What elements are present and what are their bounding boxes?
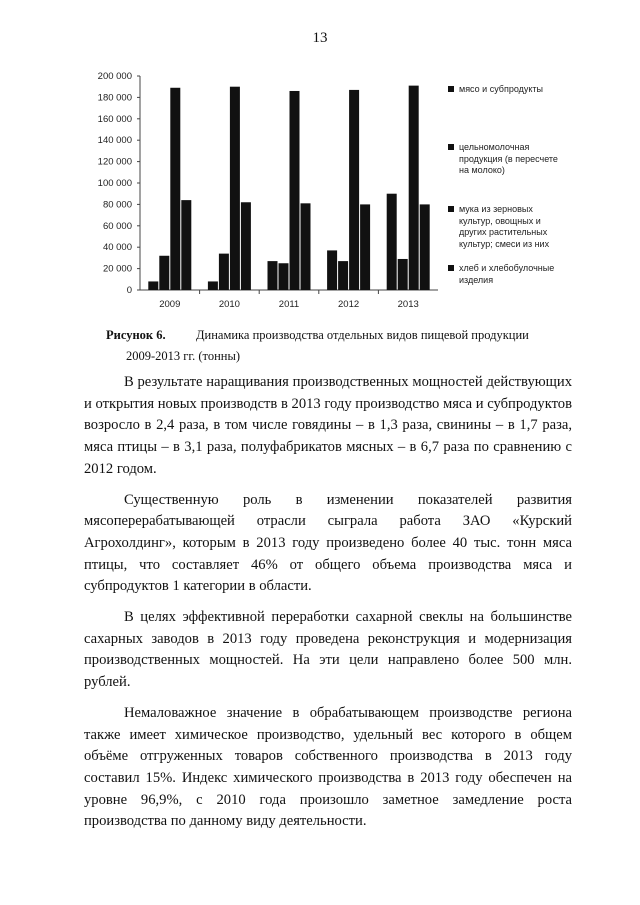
body-text [84, 372, 572, 842]
x-tick-label: 2012 [338, 299, 360, 310]
legend-label: мука из зерновых культур, овощных и других растительных культур; смеси из них [459, 204, 550, 249]
x-tick-label: 2013 [397, 299, 419, 310]
legend-item-dairy [448, 142, 623, 177]
bar [241, 202, 251, 290]
bar [219, 254, 229, 290]
caption-label: Рисунок 6. [106, 328, 166, 342]
y-tick-label: 160 000 [97, 113, 132, 125]
paragraph: Существенную роль в изменении показателей развития мясоперерабатывающей отрасли сыграла работа ЗАО «Курский Агрохолдинг», которым в 2013 году произведено более 40 тыс. тонн мяса птицы, что составляет 46% от общего объема производства мяса и субпродуктов 1 категории в области. [84, 491, 572, 595]
caption-title: Динамика производства отдельных видов пищевой продукции [196, 328, 529, 342]
y-tick-label: 180 000 [97, 92, 132, 104]
bar [181, 200, 191, 290]
bar [148, 281, 158, 290]
y-tick-label: 40 000 [102, 242, 132, 254]
bar [420, 204, 430, 290]
bar [301, 203, 311, 290]
paragraph: В результате наращивания производственных мощностей действующих и открытия новых производств в 2013 году производство мяса и субпродуктов возросло в 2,4 раза, в том числе говядины – в 1,3 раза, свинины – в 1,7 раза, мяса птицы – в 3,1 раза, полуфабрикатов мясных – в 6,7 раза по сравнению с 2012 годом. [84, 374, 572, 477]
x-tick-label: 2009 [159, 299, 181, 310]
legend-label: мясо и субпродукты [459, 84, 544, 94]
x-tick-label: 2011 [278, 299, 300, 310]
y-tick-label: 0 [126, 285, 132, 296]
bar [327, 250, 337, 290]
legend-item-meat [448, 84, 623, 96]
bar [159, 256, 169, 290]
paragraph: В целях эффективной переработки сахарной свеклы на большинстве сахарных заводов в 2013 году проведена реконструкция и модернизация производственных мощностей. На эти цели направлено более 500 млн. рублей. [84, 609, 572, 691]
y-tick-label: 80 000 [102, 199, 132, 211]
legend-label: хлеб и хлебобулочные изделия [459, 263, 555, 285]
legend-swatch-icon [448, 265, 454, 271]
bar [360, 204, 370, 290]
legend-swatch-icon [448, 86, 454, 92]
bar [279, 263, 289, 290]
y-tick-label: 100 000 [97, 178, 132, 189]
bar [409, 86, 419, 290]
bar [349, 90, 359, 290]
y-tick-label: 60 000 [102, 220, 132, 232]
bar [170, 88, 180, 290]
page-number: 13 [312, 30, 328, 46]
legend-swatch-icon [448, 144, 454, 150]
legend-label: цельномолочная продукция (в пересчете на молоко) [459, 142, 558, 175]
bar [290, 91, 300, 290]
bar [230, 87, 240, 290]
legend-item-bread [448, 263, 623, 286]
bar [338, 261, 348, 290]
y-tick-label: 200 000 [97, 71, 132, 82]
bar [387, 194, 397, 290]
x-tick-label: 2010 [218, 299, 240, 310]
legend-swatch-icon [448, 206, 454, 212]
bar [208, 281, 218, 290]
y-tick-label: 120 000 [97, 156, 132, 168]
bar [268, 261, 278, 290]
paragraph: Немаловажное значение в обрабатывающем производстве региона также имеет химическое производство, удельный вес которого в общем объёме отгруженных товаров собственного производства в 2013 году составил 15%. Индекс химического производства в 2013 году обеспечен на уровне 96,9%, с 2010 года произошло заметное замедление роста производства по данному виду деятельности. [84, 704, 572, 830]
figure-caption [106, 325, 566, 367]
bar [398, 259, 408, 290]
legend-item-flour [448, 204, 623, 250]
y-tick-label: 20 000 [102, 263, 132, 275]
y-tick-label: 140 000 [97, 135, 132, 147]
caption-period: 2009-2013 гг. (тонны) [126, 349, 241, 363]
